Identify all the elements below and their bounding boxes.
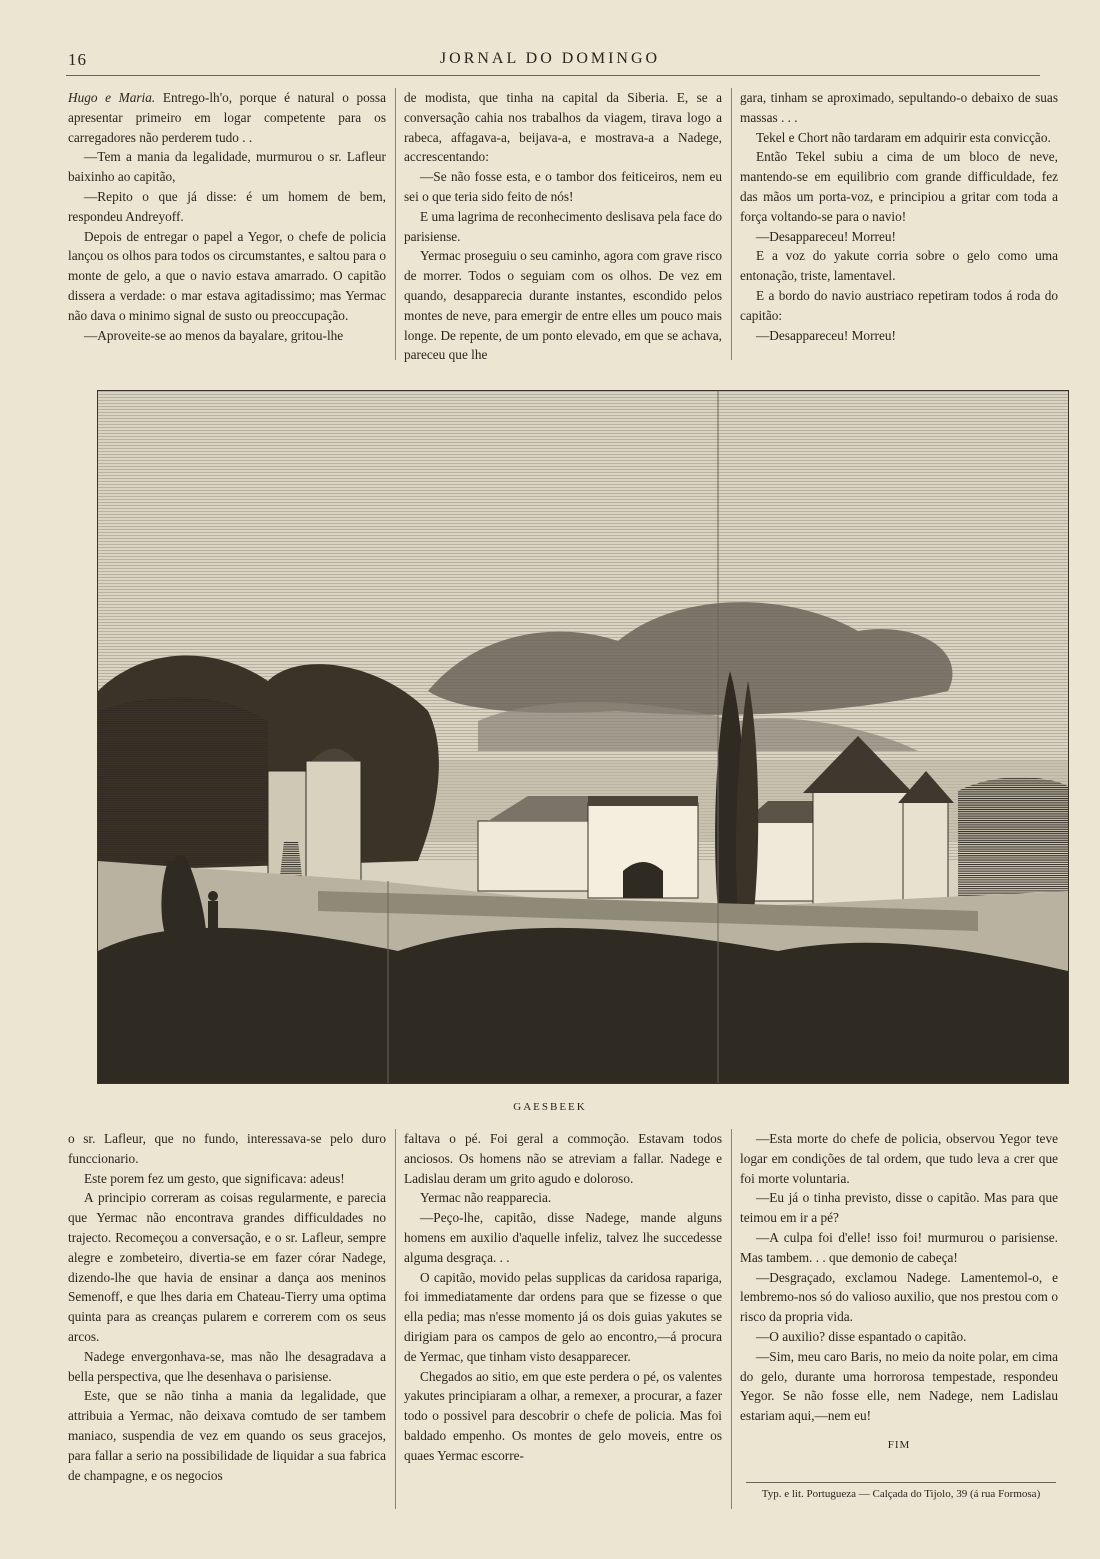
column-divider [395,88,396,360]
header-rule [66,75,1040,76]
paragraph: E uma lagrima de reconhecimento deslisava pela face do parisiense. [404,208,722,244]
paragraph: Este, que se não tinha a mania da legalidade, que attribuia a Yermac, não deixava comtudo de ser tambem maniaco, suspendia de vez em quando os seus gracejos, para fallar a serio na possibilidade de liquidar a sua fabrica de champagne, e os negocios [68,1388,386,1483]
text-column-bottom-3 [740,1129,1058,1456]
paragraph: —Aproveite-se ao menos da bayalare, gritou-lhe [84,327,344,343]
paragraph: gara, tinham se aproximado, sepultando-o debaixo de suas massas . . . [740,90,1058,125]
page-number: 16 [68,50,87,69]
paragraph: Então Tekel subiu a cima de um bloco de neve, mantendo-se em equilibrio com grande difficuldade, fez das mãos um porta-voz, e principiou a gritar com toda a força voltando-se para o navio! [740,149,1058,224]
paragraph: o sr. Lafleur, que no fundo, interessava-se pelo duro funccionario. [68,1131,386,1166]
imprint-rule [746,1482,1056,1483]
column-divider [731,1129,732,1509]
paragraph: —O auxilio? disse espantado o capitão. [756,1328,967,1344]
paragraph: Yermac proseguiu o seu caminho, agora com grave risco de morrer. Todos o seguiam com os olhos. De vez em quando, desapparecia durante instantes, escondido pelos montes de neve, para emergir de entre elles um pouco mais longe. De repente, de um ponto elevado, em que se achava, pareceu que lhe [404,248,722,363]
paragraph: Este porem fez um gesto, que significava: adeus! [84,1170,345,1186]
column-divider [395,1129,396,1509]
paragraph: faltava o pé. Foi geral a commoção. Estavam todos anciosos. Os homens não se atreviam a fallar. Nadege e Ladislau deram um grito agudo e doloroso. [404,1131,722,1186]
paragraph-text: Entrego-lh'o, porque é natural o possa apresentar primeiro em logar competente para os carregadores não perderem tudo . . [68,90,386,145]
paragraph: —Repito o que já disse: é um homem de bem, respondeu Andreyoff. [68,188,386,224]
paragraph: Tekel e Chort não tardaram em adquirir esta convicção. [756,129,1051,145]
illustration-caption: GAESBEEK [513,1101,587,1113]
text-column-bottom-2 [404,1129,722,1466]
paragraph: —Se não fosse esta, e o tambor dos feiticeiros, nem eu sei o que teria sido feito de nós! [404,169,722,204]
text-column-top-3 [740,88,1058,345]
paragraph: de modista, que tinha na capital da Siberia. E, se a conversação cahia nos trabalhos da viagem, tirava logo a rabeca, affagava-a, beijava-a, e mostrava-a a Nadege, accrescentando: [404,90,722,165]
paragraph: Depois de entregar o papel a Yegor, o chefe de policia lançou os olhos para todos os circumstantes, e saltou para o monte de gelo, a que o navio estava amarrado. O capitão dissera a verdade: o mar estava agitadissimo; mas Yermac não dava o minimo signal de susto ou preoccupação. [68,228,386,323]
paragraph: Nadege envergonhava-se, mas não lhe desagradava a bella perspectiva, que lhe desenhava o parisiense. [68,1348,386,1384]
printer-imprint: Typ. e lit. Portugueza — Calçada do Tijolo, 39 (á rua Formosa) [761,1488,1041,1500]
paragraph: E a bordo do navio austriaco repetiram todos á roda do capitão: [740,287,1058,323]
paragraph: —Desappareceu! Morreu! [756,327,896,343]
paragraph: —Desappareceu! Morreu! [756,228,896,244]
engraving-illustration [97,390,1069,1084]
paragraph: —Tem a mania da legalidade, murmurou o sr. Lafleur baixinho ao capitão, [68,149,386,185]
paragraph: —Desgraçado, exclamou Nadege. Lamentemol-o, e lembremo-nos só do valioso auxilio, que nos prestou com o risco da propria vida. [740,1269,1058,1325]
paragraph: —Sim, meu caro Baris, no meio da noite polar, em cima do gelo, durante uma horrorosa tempestade, respondeu Yegor. Se não fosse elle, nem Nadege, nem Ladislau estariam aqui,—nem eu! [740,1348,1058,1424]
paragraph: —A culpa foi d'elle! isso foi! murmurou o parisiense. Mas tambem. . . que demonio de cabeça! [740,1229,1058,1265]
paragraph: —Esta morte do chefe de policia, observou Yegor teve logar em condições de tal ordem, que tudo leva a crer que foi morte voluntaria. [740,1131,1058,1186]
paragraph: E a voz do yakute corria sobre o gelo como uma entonação, triste, lamentavel. [740,248,1058,284]
column-divider [731,88,732,360]
paragraph: Yermac não reapparecia. [420,1190,552,1206]
end-mark: FIM [887,1438,911,1451]
paragraph: —Peço-lhe, capitão, disse Nadege, mande alguns homens em auxilio d'aquelle infeliz, talvez lhe succedesse alguma desgraça. . . [404,1210,722,1265]
paragraph: Chegados ao sitio, em que este perdera o pé, os valentes yakutes principiaram a olhar, a remexer, a procurar, a fazer todo o possivel para descobrir o chefe de policia. Mas foi baldado empenho. Os montes de gelo moveis, entre os quaes Yermac escorre- [404,1368,722,1463]
text-column-top-1 [68,88,386,345]
text-column-top-2 [404,88,722,365]
paragraph: O capitão, movido pelas supplicas da caridosa rapariga, foi immediatamente dar ordens para que se fizesse o que ella pedia; mas n'esse momento já os dois guias yakutes se dirigiam para os campos de gelo ao encontro,—á procura de Yermac, que tinham visto desapparecer. [404,1269,722,1364]
castle-landscape-engraving [98,391,1068,1083]
paragraph: A principio correram as coisas regularmente, e parecia que Yermac não encontrava grandes difficuldades no trajecto. Recomeçou a conversação, e o sr. Lafleur, sempre alegre e zombeteiro, divertia-se em fazer córar Nadege, dizendo-lhe que havia de ensinar a dança aos meninos Semenoff, e que lhes daria em Chateau-Tierry uma optima quinta para as creanças pularem e correrem com os seus arcos. [68,1190,386,1344]
text-column-bottom-1 [68,1129,386,1485]
paragraph [68,88,386,147]
italic-title: Hugo e Maria. [68,90,156,105]
paragraph: —Eu já o tinha previsto, disse o capitão. Mas para que teimou em ir a pé? [740,1190,1058,1226]
journal-title: JORNAL DO DOMINGO [439,50,661,67]
